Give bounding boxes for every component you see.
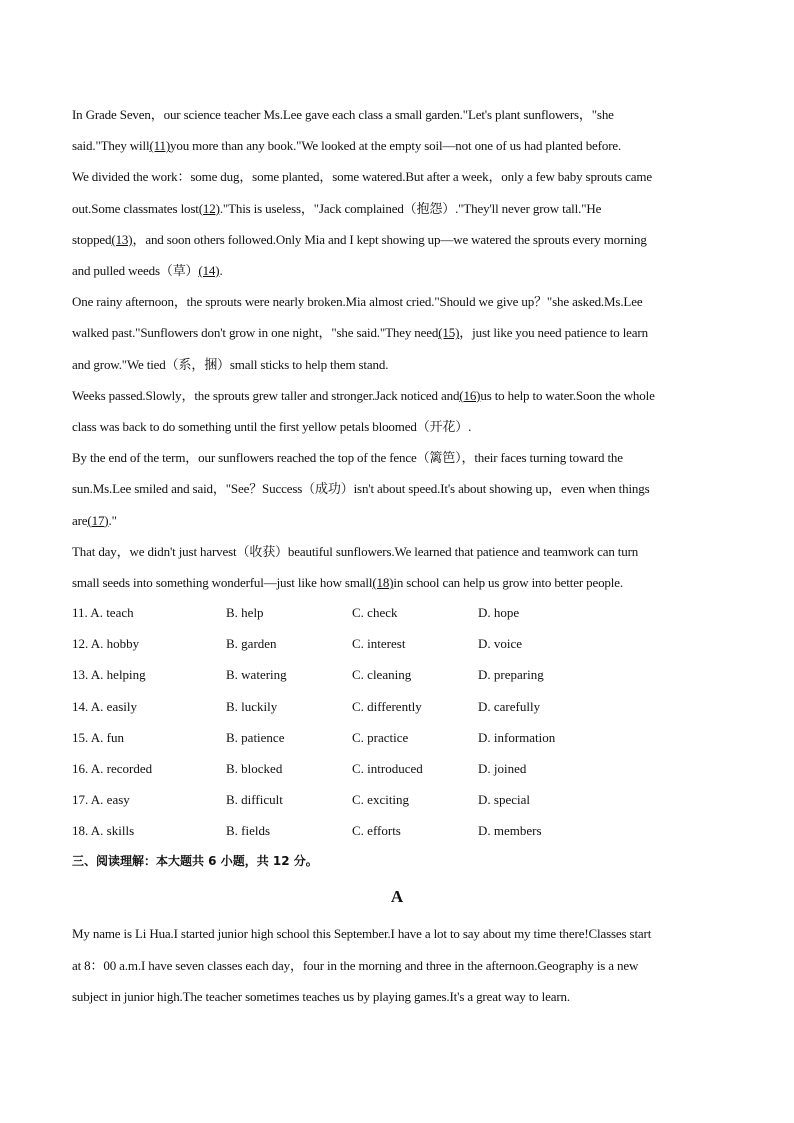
- text-segment: out.Some classmates lost: [72, 200, 199, 216]
- option-row: [72, 815, 722, 846]
- passage-line: [72, 349, 722, 380]
- text-segment: ，and soon others followed.Only Mia and I kept showing up—we watered the sprouts every morning: [132, 231, 647, 247]
- option-d: D. preparing: [478, 667, 544, 683]
- blank-number: (18): [372, 575, 394, 591]
- reading-passage-a: [72, 918, 722, 1013]
- option-b: B. garden: [226, 636, 277, 652]
- option-b: B. watering: [226, 667, 287, 683]
- passage-line: [72, 99, 722, 130]
- text-segment: stopped: [72, 231, 112, 247]
- answer-options: [72, 597, 722, 847]
- cloze-passage: [72, 99, 722, 598]
- option-c: C. practice: [352, 729, 409, 745]
- option-c: C. differently: [352, 698, 422, 714]
- option-d: D. voice: [478, 636, 523, 652]
- text-segment: walked past."Sunflowers don't grow in one night，"she said."They need: [72, 325, 439, 341]
- text-segment: .": [108, 512, 117, 528]
- option-c: C. cleaning: [352, 667, 412, 683]
- blank-number: (15): [438, 325, 460, 341]
- option-b: B. patience: [226, 729, 285, 745]
- text-segment: That day，we didn't just harvest（收获）beautiful sunflowers.We learned that patience and teamwork can turn: [72, 543, 639, 559]
- option-b: B. fields: [226, 823, 271, 839]
- option-row: [72, 753, 722, 784]
- option-a: 15. A. fun: [72, 729, 124, 745]
- option-b: B. difficult: [226, 792, 283, 808]
- option-c: C. interest: [352, 636, 406, 652]
- blank-number: (13): [111, 231, 133, 247]
- option-a: 13. A. helping: [72, 667, 146, 683]
- passage-line: [72, 442, 722, 473]
- passage-line: [72, 380, 722, 411]
- option-d: D. joined: [478, 760, 527, 776]
- passage-line: [72, 255, 722, 286]
- text-segment: in school can help us grow into better people.: [393, 575, 623, 591]
- passage-line: [72, 161, 722, 192]
- option-a: 11. A. teach: [72, 605, 134, 620]
- text-segment: ，just like you need patience to learn: [459, 325, 648, 341]
- option-row: [72, 597, 722, 628]
- blank-number: (17): [87, 512, 109, 528]
- option-d: D. information: [478, 729, 556, 745]
- option-d: D. members: [478, 823, 542, 839]
- section-heading: 三、阅读理解：本大题共 6 小题，共 12 分。: [72, 854, 318, 868]
- option-d: D. carefully: [478, 698, 541, 714]
- option-b: B. help: [226, 605, 264, 620]
- passage-line: [72, 130, 722, 161]
- option-row: [72, 659, 722, 690]
- text-segment: class was back to do something until the first yellow petals bloomed（开花）.: [72, 419, 472, 435]
- blank-number: (11): [149, 138, 171, 154]
- passage-line: [72, 411, 722, 442]
- option-b: B. luckily: [226, 698, 278, 714]
- passage-line: [72, 536, 722, 567]
- passage-line: [72, 224, 722, 255]
- option-a: 17. A. easy: [72, 792, 130, 808]
- passage-line: [72, 286, 722, 317]
- text-segment: By the end of the term，our sunflowers reached the top of the fence（篱笆），their faces turning toward the: [72, 450, 623, 466]
- passage-line: [72, 193, 722, 224]
- text-segment: Weeks passed.Slowly，the sprouts grew taller and stronger.Jack noticed and: [72, 387, 460, 403]
- text-segment: One rainy afternoon，the sprouts were nearly broken.Mia almost cried."Should we give up？"she asked.Ms.Lee: [72, 294, 643, 310]
- blank-number: (14): [198, 263, 220, 279]
- text-segment: you more than any book."We looked at the empty soil—not one of us had planted before.: [170, 138, 622, 154]
- option-c: C. introduced: [352, 760, 423, 776]
- text-segment: We divided the work：some dug，some planted，some watered.But after a week，only a few baby sprouts came: [72, 169, 652, 185]
- option-a: 16. A. recorded: [72, 760, 153, 776]
- option-d: D. special: [478, 792, 530, 808]
- option-row: [72, 691, 722, 722]
- option-row: [72, 784, 722, 815]
- text-segment: and pulled weeds（草）: [72, 263, 199, 279]
- text-segment: ."This is useless，"Jack complained（抱怨）."They'll never grow tall."He: [219, 200, 602, 216]
- option-a: 14. A. easily: [72, 698, 137, 714]
- passage-line: [72, 473, 722, 504]
- option-b: B. blocked: [226, 760, 283, 776]
- option-a: 18. A. skills: [72, 823, 135, 839]
- passage-line: [72, 317, 722, 348]
- passage-line: at 8：00 a.m.I have seven classes each day，four in the morning and three in the afternoon.Geography is a new: [72, 957, 639, 973]
- passage-line: [72, 567, 722, 598]
- passage-line: subject in junior high.The teacher sometimes teaches us by playing games.It's a great way to learn.: [72, 989, 570, 1004]
- text-segment: .: [219, 263, 223, 279]
- text-segment: small seeds into something wonderful—just like how small: [72, 575, 373, 591]
- option-c: C. check: [352, 605, 398, 620]
- passage-line: [72, 505, 722, 536]
- option-row: [72, 628, 722, 659]
- part-title: A: [390, 887, 404, 906]
- option-a: 12. A. hobby: [72, 636, 140, 652]
- text-segment: are: [72, 512, 88, 528]
- text-segment: said."They will: [72, 138, 150, 154]
- option-d: D. hope: [478, 605, 520, 620]
- text-segment: In Grade Seven，our science teacher Ms.Lee gave each class a small garden."Let's plant sunflowers，"she: [72, 107, 614, 122]
- blank-number: (12): [198, 200, 220, 216]
- blank-number: (16): [459, 387, 481, 403]
- text-segment: sun.Ms.Lee smiled and said，"See？Success（成功）isn't about speed.It's about showing up，even when things: [72, 481, 650, 497]
- text-segment: us to help to water.Soon the whole: [480, 387, 655, 403]
- passage-line: My name is Li Hua.I started junior high school this September.I have a lot to say about my time there!Classes start: [72, 926, 652, 941]
- text-segment: and grow."We tied（系，捆）small sticks to help them stand.: [72, 356, 389, 372]
- option-c: C. efforts: [352, 823, 401, 839]
- option-row: [72, 722, 722, 753]
- option-c: C. exciting: [352, 792, 410, 808]
